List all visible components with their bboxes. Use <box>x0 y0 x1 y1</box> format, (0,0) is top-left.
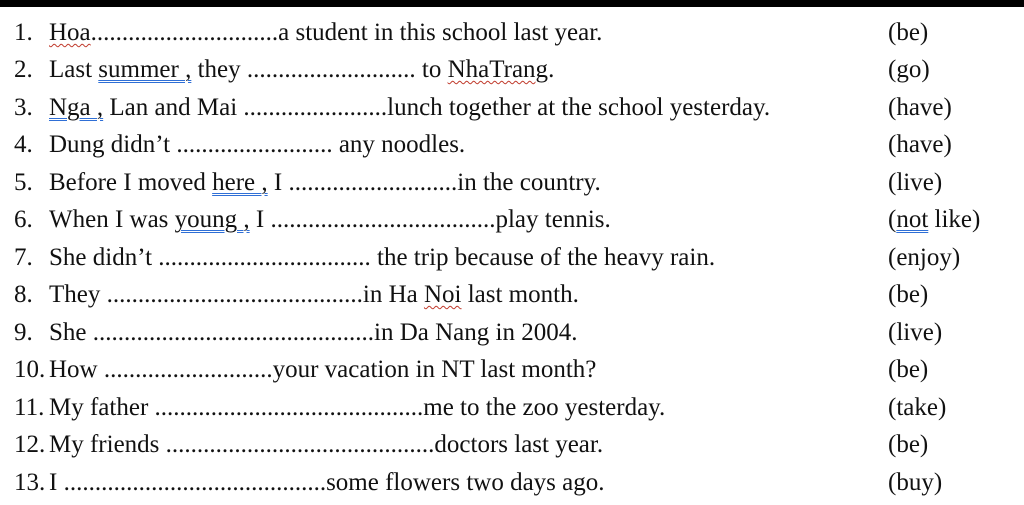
item-sentence: She .............................................in Da Nang in 2004. <box>49 319 578 346</box>
item-sentence: I ..........................................some flowers two days ago. <box>49 469 605 496</box>
item-number: 12. <box>14 431 46 458</box>
exercise-item-13 <box>0 464 1024 501</box>
item-number: 3. <box>14 94 33 121</box>
item-number: 5. <box>14 169 33 196</box>
exercise-item-7 <box>0 239 1024 276</box>
verb-hint <box>888 201 980 238</box>
sentence-text: they ........................... to <box>191 56 448 83</box>
verb-hint: (be) <box>888 431 929 458</box>
verb-hint: (be) <box>888 281 929 308</box>
item-sentence <box>49 164 601 201</box>
sentence-text: When I was <box>49 206 175 233</box>
grammar-underlined-word: summer , <box>98 56 192 83</box>
verb-hint: (buy) <box>888 469 943 496</box>
item-number: 9. <box>14 319 33 346</box>
exercise-item-6 <box>0 201 1024 238</box>
spelling-underlined-word: Noi <box>423 281 462 308</box>
sentence-text: They .........................................in Ha <box>49 281 424 308</box>
verb-hint: (go) <box>888 56 930 83</box>
item-sentence <box>49 201 611 238</box>
item-sentence: She didn’t .................................. the trip because of the heavy rain. <box>49 244 716 271</box>
verb-hint: (enjoy) <box>888 244 961 271</box>
exercise-item-3 <box>0 89 1024 126</box>
spelling-underlined-word: Hoa <box>49 19 91 46</box>
item-number: 7. <box>14 244 33 271</box>
item-sentence: How ...........................your vacation in NT last month? <box>49 356 597 383</box>
grammar-underlined-word: here , <box>212 169 268 196</box>
verb-hint: (have) <box>888 94 952 121</box>
spelling-underlined-word: NhaTrang <box>447 56 549 83</box>
sentence-text: I ....................................play tennis. <box>249 206 611 233</box>
verb-hint: (live) <box>888 319 943 346</box>
sentence-text: ..............................a student in this school last year. <box>90 19 603 46</box>
item-sentence <box>49 51 554 88</box>
verb-hint-text: ( <box>888 206 897 233</box>
sentence-text: I ...........................in the country. <box>267 169 601 196</box>
item-number: 11. <box>14 394 45 421</box>
exercise-item-5 <box>0 164 1024 201</box>
sentence-text: Before I moved <box>49 169 213 196</box>
item-number: 10. <box>14 356 46 383</box>
sentence-text: Last <box>49 56 99 83</box>
exercise-item-1 <box>0 14 1024 51</box>
top-border <box>0 0 1024 7</box>
item-number: 6. <box>14 206 33 233</box>
exercise-item-10 <box>0 351 1024 388</box>
exercise-item-8 <box>0 276 1024 313</box>
exercise-item-2 <box>0 51 1024 88</box>
item-sentence <box>49 89 770 126</box>
exercise-item-4 <box>0 126 1024 163</box>
item-sentence: Dung didn’t ......................... any noodles. <box>49 131 466 158</box>
item-number: 4. <box>14 131 33 158</box>
exercise-item-9 <box>0 314 1024 351</box>
verb-hint: (have) <box>888 131 952 158</box>
item-sentence <box>49 276 579 313</box>
sentence-text: last month. <box>461 281 579 308</box>
item-number: 1. <box>14 19 33 46</box>
verb-hint: (be) <box>888 356 929 383</box>
verb-hint: (take) <box>888 394 947 421</box>
verb-hint: (be) <box>888 19 929 46</box>
grammar-underlined-word: Nga , <box>49 94 104 121</box>
exercise-item-11 <box>0 389 1024 426</box>
item-number: 13. <box>14 469 46 496</box>
exercise-item-12 <box>0 426 1024 463</box>
item-number: 2. <box>14 56 33 83</box>
item-sentence <box>49 14 602 51</box>
grammar-underlined-word: not <box>896 206 929 233</box>
sentence-text: . <box>548 56 555 83</box>
verb-hint-text: like) <box>928 206 981 233</box>
item-number: 8. <box>14 281 33 308</box>
sentence-text: Lan and Mai .......................lunch together at the school yesterday. <box>103 94 771 121</box>
grammar-underlined-word: young , <box>174 206 250 233</box>
item-sentence: My father ...........................................me to the zoo yesterday. <box>49 394 666 421</box>
item-sentence: My friends ...........................................doctors last year. <box>49 431 604 458</box>
verb-hint: (live) <box>888 169 943 196</box>
